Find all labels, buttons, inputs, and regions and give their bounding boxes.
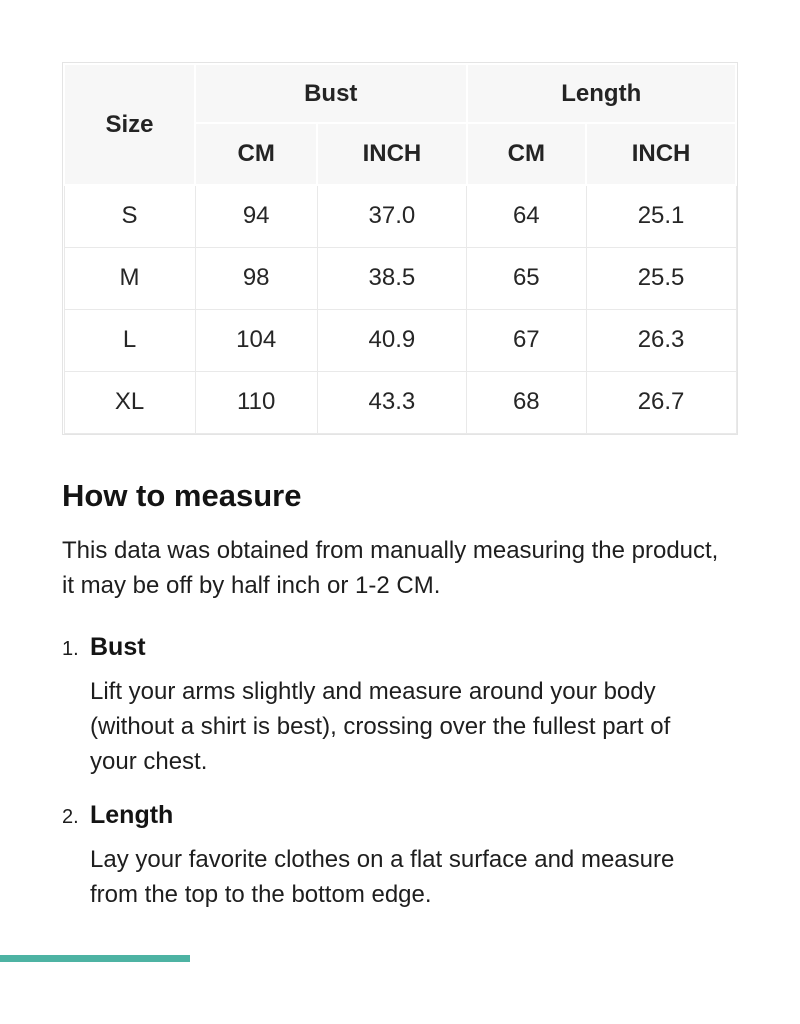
size-column-header: Size — [64, 64, 195, 185]
length-cm-value: 64 — [467, 185, 587, 247]
size-value: XL — [64, 371, 195, 433]
length-inch-header: INCH — [586, 123, 736, 185]
size-value: S — [64, 185, 195, 247]
length-inch-value: 25.5 — [586, 247, 736, 309]
size-chart — [62, 62, 738, 435]
bust-group-header: Bust — [195, 64, 466, 123]
measure-item-description: Lift your arms slightly and measure around your body (without a shirt is best), crossing over the fullest part of your chest. — [90, 674, 715, 779]
table-row-m — [64, 247, 736, 309]
how-to-measure-heading: How to measure — [62, 479, 738, 513]
bust-cm-value: 98 — [195, 247, 317, 309]
bottom-accent-bar[interactable] — [0, 955, 190, 962]
measure-item-length — [62, 801, 738, 912]
bust-inch-value: 40.9 — [317, 309, 466, 371]
table-row-s — [64, 185, 736, 247]
length-cm-header: CM — [467, 123, 587, 185]
bust-cm-header: CM — [195, 123, 317, 185]
size-value: M — [64, 247, 195, 309]
bust-inch-value: 37.0 — [317, 185, 466, 247]
measure-item-header — [62, 801, 738, 830]
measure-item-header — [62, 633, 738, 662]
measure-item-description: Lay your favorite clothes on a flat surface and measure from the top to the bottom edge. — [90, 842, 715, 912]
length-inch-value: 26.7 — [586, 371, 736, 433]
measure-intro-text: This data was obtained from manually measuring the product, it may be off by half inch or 1-2 CM. — [62, 533, 722, 603]
length-cm-value: 67 — [467, 309, 587, 371]
bust-cm-value: 110 — [195, 371, 317, 433]
size-value: L — [64, 309, 195, 371]
bust-cm-value: 94 — [195, 185, 317, 247]
measure-item-title: Bust — [90, 633, 146, 662]
bust-cm-value: 104 — [195, 309, 317, 371]
length-cm-value: 68 — [467, 371, 587, 433]
bust-inch-value: 43.3 — [317, 371, 466, 433]
bust-inch-value: 38.5 — [317, 247, 466, 309]
bust-inch-header: INCH — [317, 123, 466, 185]
measure-item-bust — [62, 633, 738, 779]
measure-item-title: Length — [90, 801, 173, 830]
list-number: 1. — [62, 638, 90, 661]
length-group-header: Length — [467, 64, 737, 123]
table-row-xl — [64, 371, 736, 433]
size-chart-table — [63, 63, 737, 434]
table-row-l — [64, 309, 736, 371]
length-inch-value: 26.3 — [586, 309, 736, 371]
length-inch-value: 25.1 — [586, 185, 736, 247]
how-to-measure-section — [0, 479, 800, 912]
list-number: 2. — [62, 806, 90, 829]
length-cm-value: 65 — [467, 247, 587, 309]
